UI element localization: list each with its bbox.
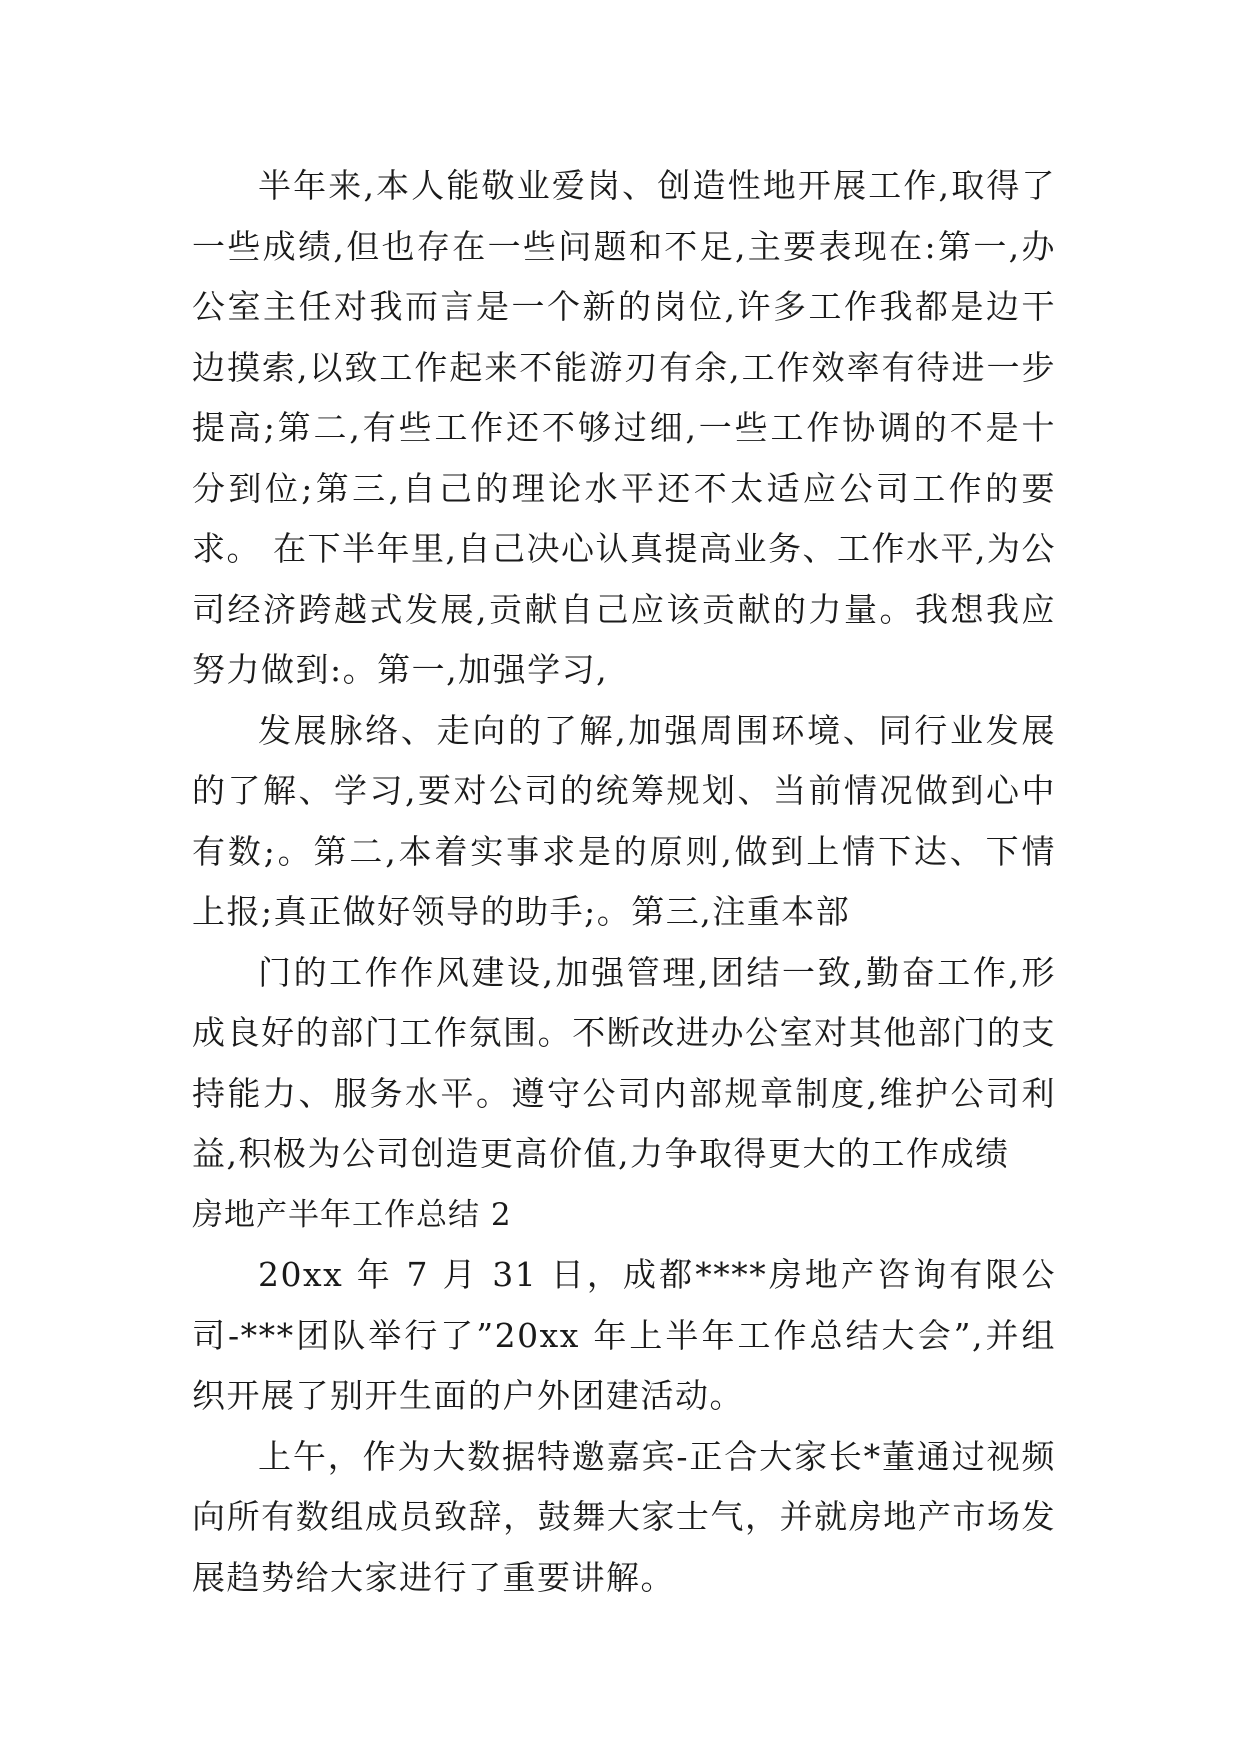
paragraph-summary-meeting: 20xx 年 7 月 31 日，成都****房地产咨询有限公司-***团队举行了”20xx 年上半年工作总结大会”,并组织开展了别开生面的户外团建活动。 <box>192 1255 1056 1415</box>
section-title: 房地产半年工作总结 2 <box>192 1196 512 1233</box>
paragraph-guest-speech: 上午，作为大数据特邀嘉宾-正合大家长*董通过视频向所有数组成员致辞，鼓舞大家士气，并就房地产市场发展趋势给大家进行了重要讲解。 <box>192 1436 1056 1597</box>
paragraph-plan-continued: 发展脉络、走向的了解,加强周围环境、同行业发展的了解、学习,要对公司的统筹规划、当前情况做到心中有数;。第二,本着实事求是的原则,做到上情下达、下情上报;真正做好领导的助手;。第三,注重本部 <box>192 710 1056 931</box>
document-body <box>192 156 1056 1608</box>
paragraph-department-building: 门的工作作风建设,加强管理,团结一致,勤奋工作,形成良好的部门工作氛围。不断改进办公室对其他部门的支持能力、服务水平。遵守公司内部规章制度,维护公司利益,积极为公司创造更高价值,力争取得更大的工作成绩 <box>192 952 1056 1173</box>
paragraph-self-review: 半年来,本人能敬业爱岗、创造性地开展工作,取得了一些成绩,但也存在一些问题和不足,主要表现在:第一,办公室主任对我而言是一个新的岗位,许多工作我都是边干边摸索,以致工作起来不能游刃有余,工作效率有待进一步提高;第二,有些工作还不够过细,一些工作协调的不是十分到位;第三,自己的理论水平还不太适应公司工作的要求。 在下半年里,自己决心认真提高业务、工作水平,为公司经济跨越式发展,贡献自己应该贡献的力量。我想我应努力做到:。第一,加强学习, <box>192 166 1056 689</box>
